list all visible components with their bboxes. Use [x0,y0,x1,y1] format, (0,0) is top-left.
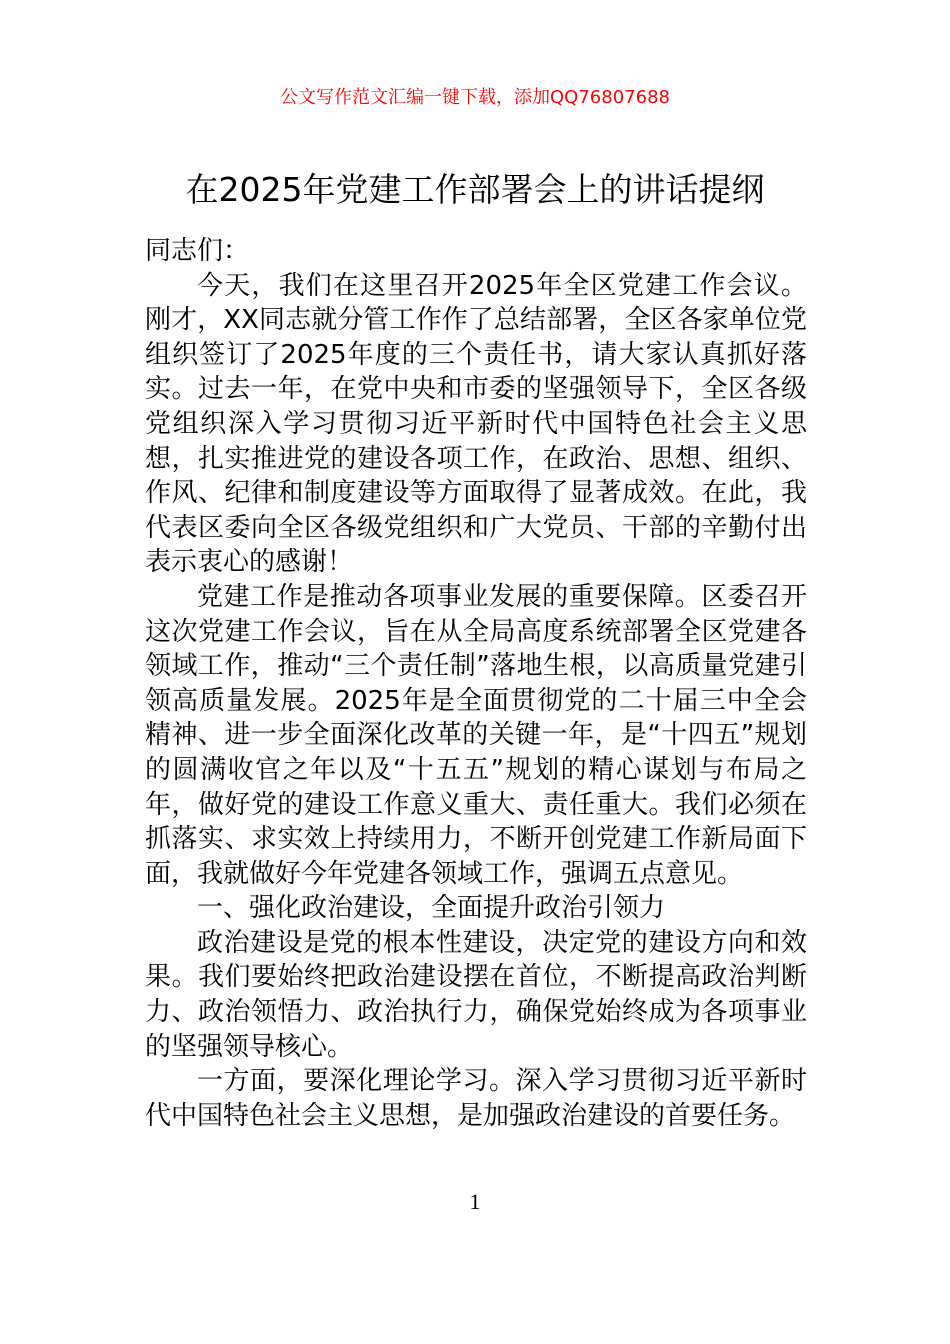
paragraph-theory-study: 一方面，要深化理论学习。深入学习贯彻习近平新时代中国特色社会主义思想，是加强政治建设的首要任务。 [145,1066,807,1131]
document-title: 在2025年党建工作部署会上的讲话提纲 [185,170,765,209]
page-number: 1 [469,1189,481,1214]
paragraph-political-construction: 政治建设是党的根本性建设，决定党的建设方向和效果。我们要始终把政治建设摆在首位，不断提高政治判断力、政治领悟力、政治执行力，确保党始终成为各项事业的坚强领导核心。 [145,927,807,1062]
paragraph-opening: 今天，我们在这里召开2025年全区党建工作会议。刚才，XX同志就分管工作作了总结部署，全区各家单位党组织签订了2025年度的三个责任书，请大家认真抓好落实。过去一年，在党中央和市委的坚强领导下，全区各级党组织深入学习贯彻习近平新时代中国特色社会主义思想，扎实推进党的建设各项工作，在政治、思想、组织、作风、纪律和制度建设等方面取得了显著成效。在此，我代表区委向全区各级党组织和广大党员、干部的辛勤付出表示衷心的感谢！ [145,270,807,578]
document-body [145,234,807,1133]
section-heading-political-construction: 一、强化政治建设，全面提升政治引领力 [197,893,666,924]
salutation: 同志们： [145,236,250,266]
header-download-note: 公文写作范文汇编一键下载，添加QQ76807688 [280,87,670,108]
paragraph-significance: 党建工作是推动各项事业发展的重要保障。区委召开这次党建工作会议，旨在从全局高度系统部署全区党建各领域工作，推动“三个责任制”落地生根，以高质量党建引领高质量发展。2025年是全面贯彻党的二十届三中全会精神、进一步全面深化改革的关键一年，是“十四五”规划的圆满收官之年以及“十五五”规划的精心谋划与布局之年，做好党的建设工作意义重大、责任重大。我们必须在抓落实、求实效上持续用力，不断开创党建工作新局面下面，我就做好今年党建各领域工作，强调五点意见。 [145,581,807,889]
